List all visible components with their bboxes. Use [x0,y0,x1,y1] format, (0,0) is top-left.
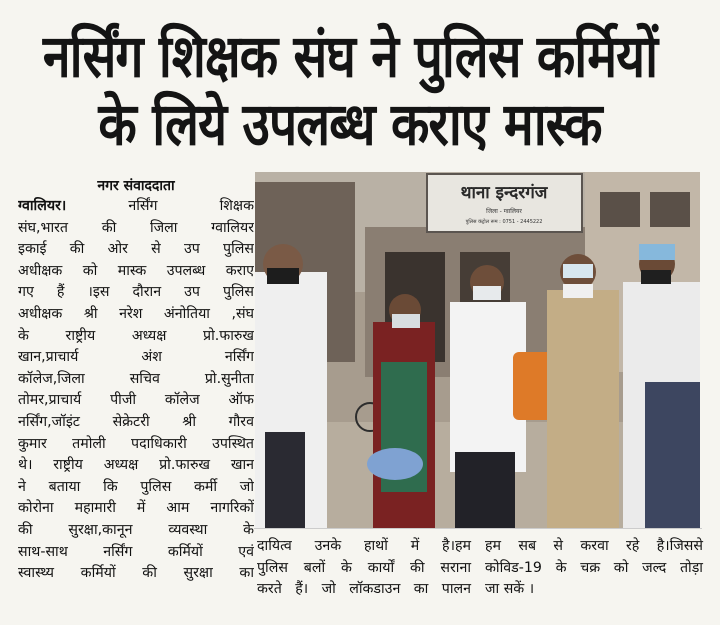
article-line: नर्सिंग,जॉइंट सेक्रेटरी श्री गौरव [18,413,254,430]
article-line: अधीक्षक श्री नरेश अंनोतिया ,संघ [18,305,254,322]
article-line: स्वास्थ्य कर्मियों की सुरक्षा का [18,565,254,582]
news-photo [255,172,700,528]
article-line: दायित्व उनके हाथों में है।हम [257,538,471,554]
article-line: अधीक्षक को मास्क उपलब्ध कराए [18,262,254,279]
article-line: कोविड-19 के चक्र को जल्द तोड़ा [485,559,703,576]
photo-illustration [255,172,700,528]
article-line: करते हैं। जो लॉकडाउन का पालन [257,581,471,598]
article-line: थे। राष्ट्रीय अध्यक्ष प्रो.फारुख खान [18,457,254,474]
dateline: ग्वालियर। [18,198,67,214]
article-line: कुमार तमोली पदाधिकारी उपस्थित [18,435,254,452]
article-line: कोरोना महामारी में आम नागरिकों [18,500,254,517]
article-line: पुलिस बलों के कार्यों की सराना [257,559,471,576]
article-line: संघ,भारत की जिला ग्वालियर [18,219,254,236]
article-line: ने बताया कि पुलिस कर्मी जो [18,478,254,495]
article-line: खान,प्राचार्य अंश नर्सिंग [18,349,254,366]
headline-line-2: के लिये उपलब्ध कराए मास्क [98,90,602,159]
article-line: जा सकें । [485,581,535,598]
divider [254,528,702,529]
article-line: साथ-साथ नर्सिंग कर्मियों एवं [18,543,254,560]
sign-phone: पुलिस कंट्रोल रूम : 0751 - 2445222 [465,219,543,225]
article-bottom-column-2 [485,536,703,601]
sign-subtitle: जिला - ग्वालियर [486,208,522,215]
article-line: हम सब से करवा रहे है।जिससे [485,538,703,554]
byline: नगर संवाददाता [97,178,175,194]
article-bottom-column-1 [257,536,471,601]
article-line: के राष्ट्रीय अध्यक्ष प्रो.फारुख [18,327,254,344]
article-line: गए हैं ।इस दौरान उप पुलिस [18,284,254,301]
headline-line-1: नर्सिंग शिक्षक संघ ने पुलिस कर्मियों [42,22,658,91]
article-line: कॉलेज,जिला सचिव प्रो.सुनीता [18,370,254,387]
article-line: ग्वालियर। नर्सिंग शिक्षक [18,198,254,214]
article-line: की सुरक्षा,कानून व्यवस्था के [18,521,254,538]
article-left-column [18,196,254,585]
article-line: इकाई की ओर से उप पुलिस [18,241,254,258]
sign-title: थाना इन्दरगंज [460,183,548,203]
article-line: तोमर,प्राचार्य पीजी कॉलेज ऑफ [18,392,254,409]
